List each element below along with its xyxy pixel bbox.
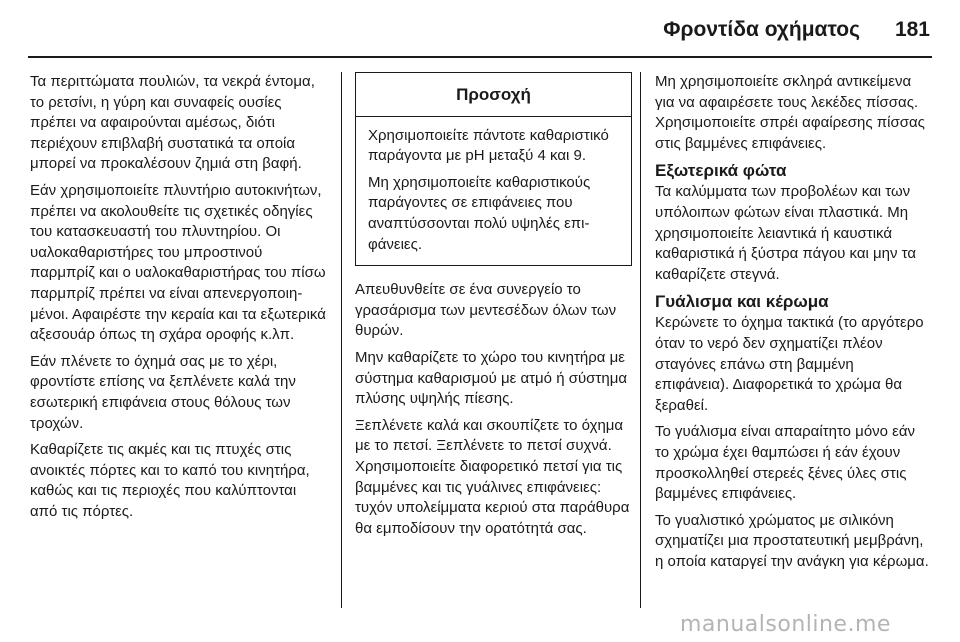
column-2 [355, 72, 631, 545]
paragraph: Καθαρίζετε τις ακμές και τις πτυχές στις ανοικτές πόρτες και το καπό του κινητήρα, καθώς και τις περιοχές που καλύπτονται από τις πόρτες. [30, 441, 310, 520]
caution-paragraph: Μη χρησιμοποιείτε καθαριστικούς παράγοντες σε επιφάνειες που αναπτύσσονται πολύ υψηλές επιφάνειες. [368, 173, 591, 253]
column-divider [341, 72, 342, 608]
section-heading-polishing-waxing: Γυάλισμα και κέρωμα [655, 292, 829, 312]
paragraph: Μη χρησιμοποιείτε σκληρά αντικείμενα για να αφαιρέσετε τους λεκέδες πίσσας. Χρησιμοποιείτε σπρέι αφαίρεσης πίσσας στις βαμμένες επιφάνειες. [655, 73, 925, 152]
paragraph: Το γυάλισμα είναι απαραίτητο μόνο εάν το χρώμα έχει θαμπώσει ή εάν έχουν προσκολληθεί στερεές ξένες ύλες στις βαμμένες επιφάνειες. [655, 423, 916, 503]
paragraph: Εάν πλένετε το όχημά σας με το χέρι, φροντίστε επίσης να ξεπλένετε καλά την εσωτερική επιφάνεια στους θόλους των τροχών. [30, 352, 296, 432]
column-3 [655, 72, 931, 578]
section-heading-exterior-lights: Εξωτερικά φώτα [655, 161, 787, 181]
caution-body [356, 117, 631, 266]
caution-title: Προσοχή [356, 73, 631, 117]
paragraph: Το γυαλιστικό χρώματος με σιλικόνη σχηματίζει μια προστατευτική μεμβράνη, η οποία καταργεί την ανάγκη για κέρωμα. [655, 511, 929, 570]
paragraph: Κερώνετε το όχημα τακτικά (το αργότερο όταν το νερό δεν σχηματίζει πλέον σταγόνες επάνω στη βαμμένη επιφάνεια). Διαφορετικά το χρώμα θα ξεραθεί. [655, 314, 924, 414]
paragraph: Τα καλύμματα των προβολέων και των υπόλοιπων φώτων είναι πλαστικά. Μη χρησιμοποιείτε λειαντικά ή καυστικά καθαριστικά ή ξύστρα πάγου και μην τα καθαρίζετε στεγνά. [655, 183, 917, 283]
paragraph: Ξεπλένετε καλά και σκουπίζετε το όχημα με το πετσί. Ξεπλένετε το πετσί συχνά. Χρησιμοποιείτε διαφορετικό πετσί για τις βαμμένες και τις γυάλινες επιφάνειες: τυχόν υπολείμματα κεριού στα παράθυρα θα εμποδίσουν την ορατότητά σας. [355, 416, 630, 537]
page-title: Φροντίδα οχήματος [663, 18, 860, 41]
paragraph: Μην καθαρίζετε το χώρο του κινητήρα με σύστημα καθαρισμού με ατμό ή σύστημα πλύσης υψηλής πίεσης. [355, 348, 628, 408]
paragraph: Εάν χρησιμοποιείτε πλυντήριο αυτοκινήτων, πρέπει να ακολουθείτε τις σχετικές οδηγίες του κατασκευαστή του πλυντηρίου. Οι υαλοκαθαριστήρες του μπροστινού παρμπρίζ και ο υαλοκαθαριστήρας του πίσω παρμπρίζ πρέπει να είναι απενεργοποιημένοι. Αφαιρέστε την κεραία και τα εξωτερικά αξεσουάρ όπως τη σχάρα οροφής κ.λπ. [30, 181, 326, 344]
watermark: manualsonline.me [680, 612, 891, 637]
paragraph: Τα περιττώματα πουλιών, τα νεκρά έντομα, το ρετσίνι, η γύρη και συναφείς ουσίες πρέπει να αφαιρούνται αμέσως, διότι περιέχουν επιβλαβή συστατικά τα οποία μπορεί να προκαλέσουν ζημιά στη βαφή. [30, 73, 315, 173]
caution-paragraph: Χρησιμοποιείτε πάντοτε καθαριστικό παράγοντα με pH μεταξύ 4 και 9. [368, 126, 609, 165]
column-divider [640, 72, 641, 608]
page-number: 181 [894, 18, 930, 41]
caution-box [355, 72, 632, 266]
header-divider [28, 56, 932, 58]
column-1 [30, 72, 326, 528]
paragraph: Απευθυνθείτε σε ένα συνεργείο το γρασάρισμα των μεντεσέδων όλων των θυρών. [355, 281, 617, 340]
